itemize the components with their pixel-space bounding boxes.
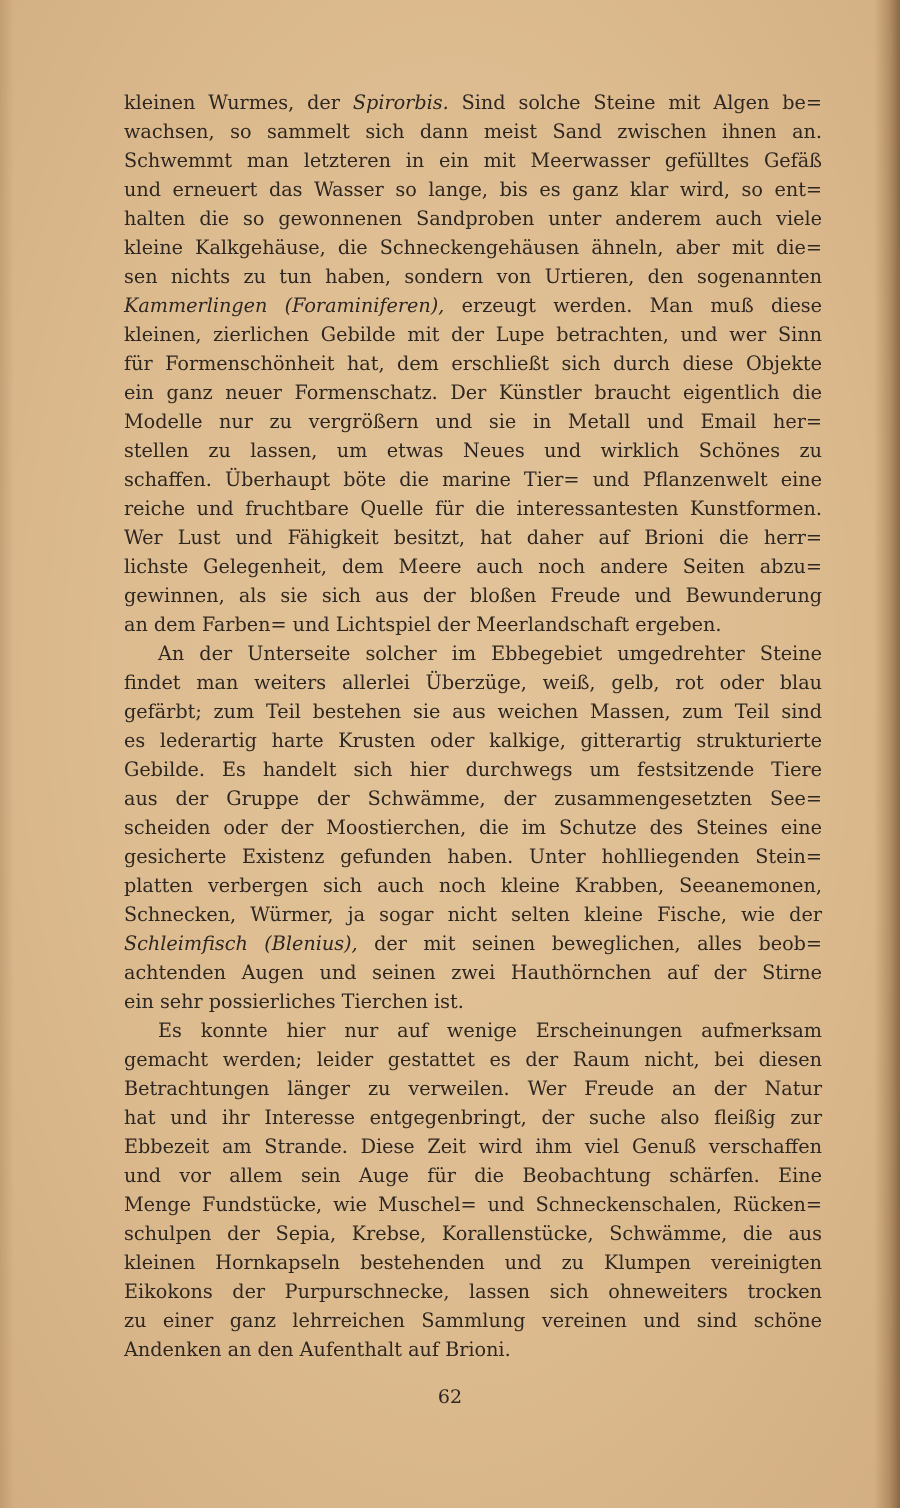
text-line: und vor allem sein Auge für die Beobachtung schärfen. Eine bbox=[124, 1164, 822, 1187]
text-line: gemacht werden; leider gestattet es der Raum nicht, bei diesen bbox=[124, 1048, 822, 1071]
text-line: achtenden Augen und seinen zwei Hauthörnchen auf der Stirne bbox=[124, 961, 822, 984]
page-left-shade bbox=[0, 0, 14, 1508]
text-line: schaffen. Überhaupt böte die marine Tier= und Pflanzenwelt eine bbox=[124, 468, 822, 491]
text-segment: der mit seinen beweglichen, alles beob= bbox=[357, 932, 822, 955]
text-segment: kleinen Wurmes, der bbox=[124, 91, 353, 114]
text-line: Schwemmt man letzteren in ein mit Meerwasser gefülltes Gefäß bbox=[124, 149, 822, 172]
text-line: zu einer ganz lehrreichen Sammlung vereinen und sind schöne bbox=[124, 1309, 822, 1332]
text-line: gesicherte Existenz gefunden haben. Unter hohlliegenden Stein= bbox=[124, 845, 822, 868]
text-line: Menge Fundstücke, wie Muschel= und Schneckenschalen, Rücken= bbox=[124, 1193, 822, 1216]
text-line: Gebilde. Es handelt sich hier durchwegs um festsitzende Tiere bbox=[124, 758, 822, 781]
text-line: halten die so gewonnenen Sandproben unter anderem auch viele bbox=[124, 207, 822, 230]
text-line: stellen zu lassen, um etwas Neues und wirklich Schönes zu bbox=[124, 439, 822, 462]
text-line: ein sehr possierliches Tierchen ist. bbox=[124, 990, 464, 1013]
text-line: für Formenschönheit hat, dem erschließt sich durch diese Objekte bbox=[124, 352, 822, 375]
text-line: reiche und fruchtbare Quelle für die interessantesten Kunstformen. bbox=[124, 497, 822, 520]
text-line: Es konnte hier nur auf wenige Erscheinungen aufmerksam bbox=[158, 1019, 822, 1042]
paragraph-1 bbox=[124, 88, 822, 639]
paragraph-2 bbox=[124, 639, 822, 1016]
text-line: gefärbt; zum Teil bestehen sie aus weichen Massen, zum Teil sind bbox=[124, 700, 822, 723]
text-line: schulpen der Sepia, Krebse, Korallenstücke, Schwämme, die aus bbox=[124, 1222, 822, 1245]
text-line: es lederartig harte Krusten oder kalkige, gitterartig strukturierte bbox=[124, 729, 822, 752]
text-line: kleine Kalkgehäuse, die Schneckengehäusen ähneln, aber mit die= bbox=[124, 236, 822, 259]
page-number: 62 bbox=[437, 1386, 463, 1408]
text-line: kleinen Hornkapseln bestehenden und zu Klumpen vereinigten bbox=[124, 1251, 822, 1274]
text-line: findet man weiters allerlei Überzüge, weiß, gelb, rot oder blau bbox=[124, 671, 822, 694]
text-line: hat und ihr Interesse entgegenbringt, der suche also fleißig zur bbox=[124, 1106, 822, 1129]
text-line: Schnecken, Würmer, ja sogar nicht selten kleine Fische, wie der bbox=[124, 903, 822, 926]
text-line: gewinnen, als sie sich aus der bloßen Freude und Bewunderung bbox=[124, 584, 822, 607]
text-line: aus der Gruppe der Schwämme, der zusammengesetzten See= bbox=[124, 787, 822, 810]
text-segment: Sind solche Steine mit Algen be= bbox=[448, 91, 822, 114]
italic-term: Kammerlingen (Foraminiferen), bbox=[124, 294, 445, 317]
text-line: sen nichts zu tun haben, sondern von Urtieren, den sogenannten bbox=[124, 265, 822, 288]
text-line: scheiden oder der Moostierchen, die im Schutze des Steines eine bbox=[124, 816, 822, 839]
text-line: Modelle nur zu vergrößern und sie in Metall und Email her= bbox=[124, 410, 822, 433]
body-text bbox=[124, 88, 822, 1364]
text-segment: erzeugt werden. Man muß diese bbox=[444, 294, 822, 317]
text-line: An der Unterseite solcher im Ebbegebiet umgedrehter Steine bbox=[158, 642, 822, 665]
text-line: kleinen, zierlichen Gebilde mit der Lupe betrachten, und wer Sinn bbox=[124, 323, 822, 346]
text-line: wachsen, so sammelt sich dann meist Sand zwischen ihnen an. bbox=[124, 120, 822, 143]
page-right-edge-shade bbox=[874, 0, 900, 1508]
italic-term: Schleimfisch (Blenius), bbox=[124, 932, 358, 955]
text-line: an dem Farben= und Lichtspiel der Meerlandschaft ergeben. bbox=[124, 613, 722, 636]
italic-term: Spirorbis. bbox=[352, 91, 449, 114]
text-line: Ebbezeit am Strande. Diese Zeit wird ihm viel Genuß verschaffen bbox=[124, 1135, 822, 1158]
text-line: Betrachtungen länger zu verweilen. Wer Freude an der Natur bbox=[124, 1077, 822, 1100]
text-line bbox=[124, 291, 822, 320]
paragraph-3 bbox=[124, 1016, 822, 1364]
text-line bbox=[124, 929, 822, 958]
text-line: ein ganz neuer Formenschatz. Der Künstler braucht eigentlich die bbox=[124, 381, 822, 404]
text-line: Wer Lust und Fähigkeit besitzt, hat daher auf Brioni die herr= bbox=[124, 526, 822, 549]
text-line: lichste Gelegenheit, dem Meere auch noch andere Seiten abzu= bbox=[124, 555, 822, 578]
text-line: Eikokons der Purpurschnecke, lassen sich ohneweiters trocken bbox=[124, 1280, 822, 1303]
text-line: und erneuert das Wasser so lange, bis es ganz klar wird, so ent= bbox=[124, 178, 822, 201]
text-line: platten verbergen sich auch noch kleine Krabben, Seeanemonen, bbox=[124, 874, 822, 897]
text-line: Andenken an den Aufenthalt auf Brioni. bbox=[124, 1338, 511, 1361]
text-line bbox=[124, 88, 822, 117]
